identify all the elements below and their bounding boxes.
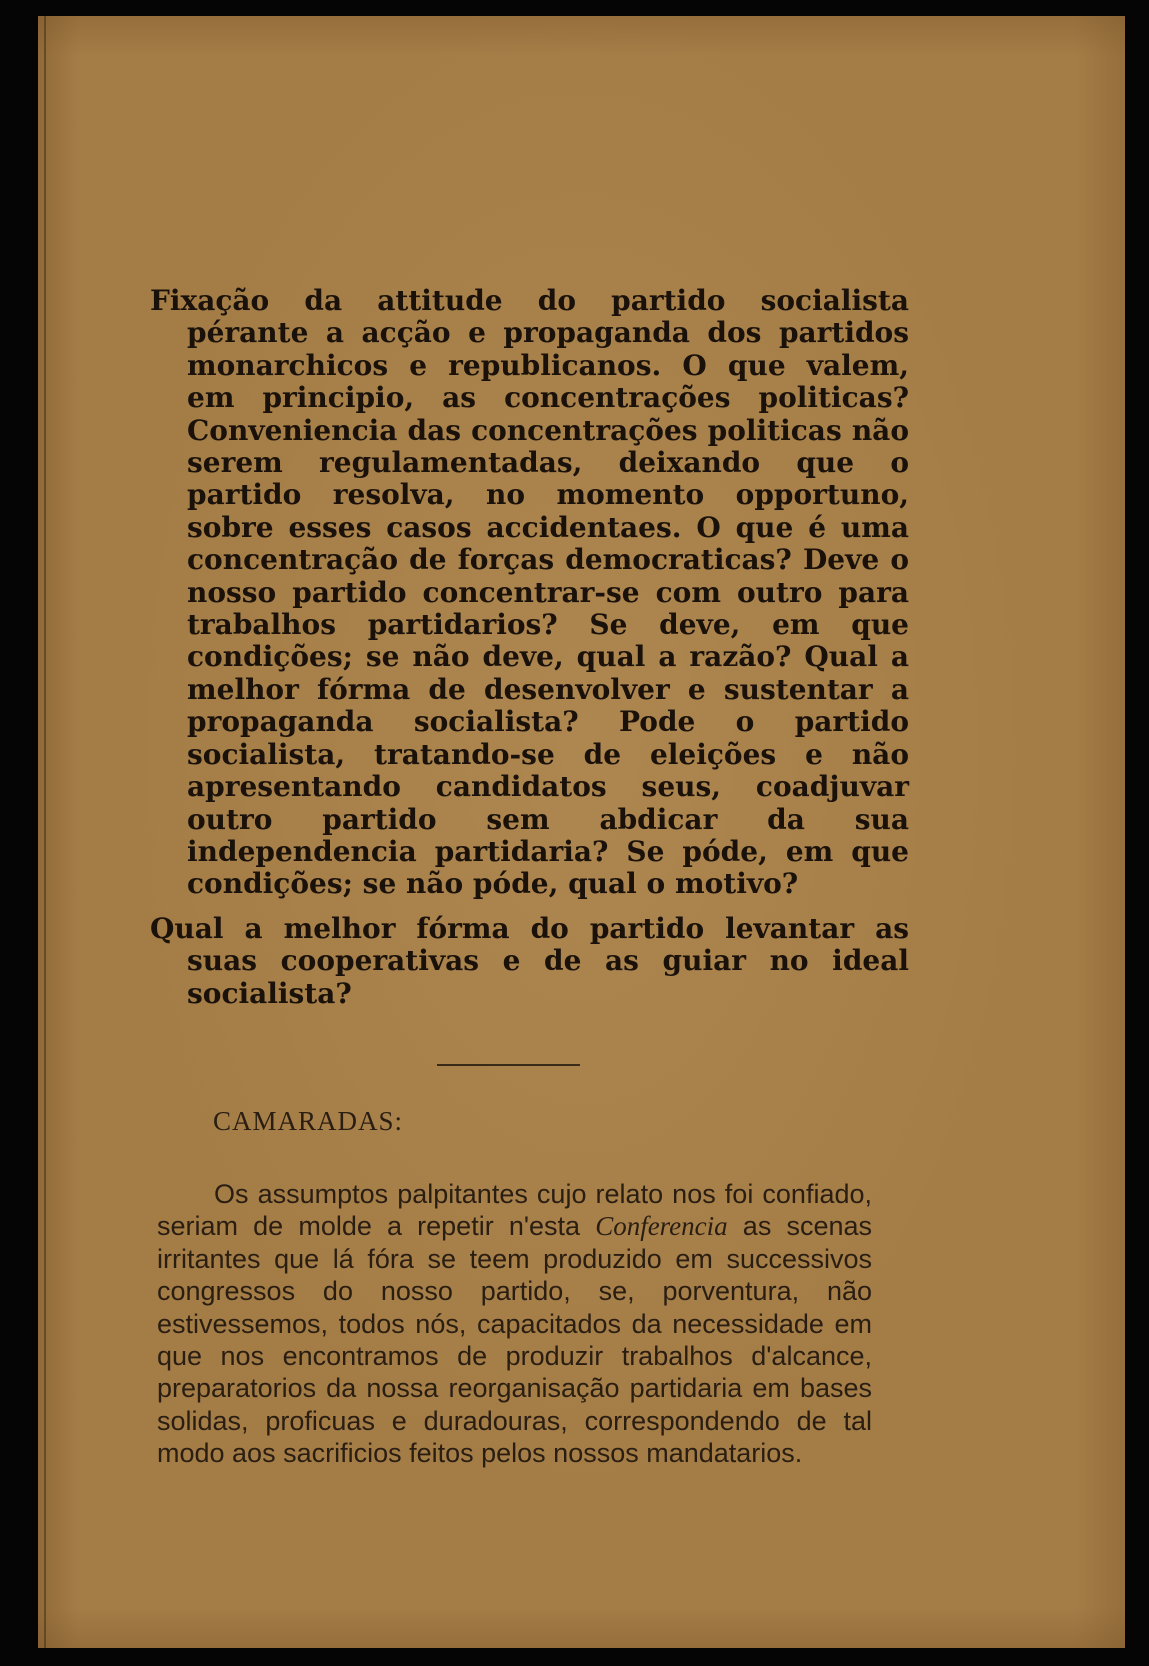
body-text-start: Os assumptos palpitantes cujo relato nos foi confiado, seriam de molde a repetir n'esta	[157, 1179, 872, 1242]
report-body-paragraph	[157, 1178, 872, 1470]
body-text-end: as scenas irritantes que lá fóra se teem produzido em successivos congressos do nosso partido, se, porventura, não estivessemos, todos nós, capacitados da necessidade em que nos encontramos de produzir trabalhos d'alcance, preparatorios da nossa reorganisação partidaria em bases solidas, proficuas e duradouras, correspondendo de tal modo aos sacrificios feitos pelos nossos mandatarios.	[157, 1211, 873, 1469]
salutation: CAMARADAS:	[213, 1106, 404, 1136]
section-divider	[437, 1064, 580, 1066]
cooperatives-question-paragraph: Qual a melhor fórma do partido levantar as suas cooperativas e de as guiar no ideal socialista?	[150, 912, 909, 1010]
conference-term: Conferencia	[595, 1211, 728, 1242]
binding-edge	[44, 16, 46, 1648]
conference-questions-paragraph: Fixação da attitude do partido socialista pérante a acção e propaganda dos partidos monarchicos e republicanos. O que valem, em principio, as concentrações politicas? Conveniencia das concentrações politicas não serem regulamentadas, deixando que o partido resolva, no momento opportuno, sobre esses casos accidentaes. O que é uma concentração de forças democraticas? Deve o nosso partido concentrar-se com outro para trabalhos partidarios? Se deve, em que condições; se não deve, qual a razão? Qual a melhor fórma de desenvolver e sustentar a propaganda socialista? Pode o partido socialista, tratando-se de eleições e não apresentando candidatos seus, coadjuvar outro partido sem abdicar da sua independencia partidaria? Se póde, em que condições; se não póde, qual o motivo?	[150, 284, 909, 901]
